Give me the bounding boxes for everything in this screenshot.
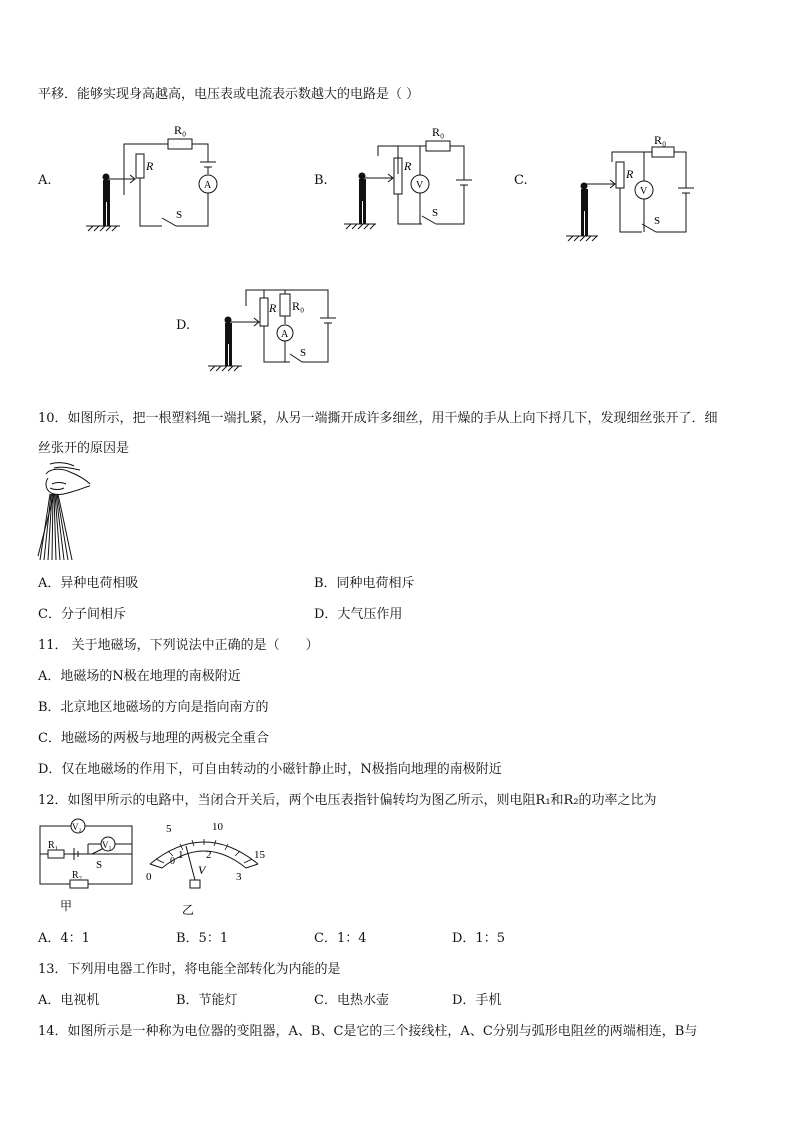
- q13-option-a: A．电视机: [38, 993, 100, 1008]
- switch-label: S: [300, 347, 307, 359]
- q11-option-c: C．地磁场的两极与地理的两极完全重合: [38, 731, 269, 746]
- q14-stem: 14．如图所示是一种称为电位器的变阻器，A、B、C是它的三个接线柱，A、C分别与弧形电阻丝的两端相连，B与: [38, 1024, 698, 1039]
- r-label: R: [146, 159, 154, 173]
- q9-circuit-c: [566, 132, 696, 242]
- q12-figure-jia: [36, 818, 136, 914]
- scale-bottom-3: 3: [236, 871, 242, 883]
- q9-stem-tail: 平移．能够实现身高越高，电压表或电流表示数越大的电路是（ ）: [38, 87, 420, 102]
- q9-circuit-b: [342, 124, 477, 234]
- scale-bottom-0: 0: [170, 856, 175, 867]
- q9-option-a-label: A.: [38, 173, 52, 188]
- q11-stem: 11． 关于地磁场，下列说法中正确的是（ ）: [38, 638, 319, 653]
- q13-option-b: B．节能灯: [176, 993, 238, 1008]
- q13-option-d: D．手机: [452, 993, 502, 1008]
- q12-figure-yi-voltmeter: [136, 818, 270, 918]
- r0-label: R₀: [654, 133, 667, 147]
- voltmeter-label: V: [416, 180, 424, 191]
- scale-top-5: 5: [166, 823, 172, 835]
- q12-option-b: B．5：1: [176, 931, 229, 946]
- q10-option-d: D．大气压作用: [314, 607, 403, 622]
- q9-circuit-a: [84, 120, 224, 232]
- r-label: R: [404, 159, 412, 173]
- r-label: R: [626, 167, 634, 181]
- scale-top-10: 10: [212, 821, 223, 833]
- q10-stem-line1: 10．如图所示，把一根塑料绳一端扎紧，从另一端撕开成许多细丝，用干燥的手从上向下捋几下，发现细丝张开了．细: [38, 411, 718, 426]
- q11-option-b: B．北京地区地磁场的方向是指向南方的: [38, 700, 269, 715]
- meter-v-label: V: [198, 863, 206, 877]
- q13-option-c: C．电热水壶: [314, 993, 389, 1008]
- q10-option-c: C．分子间相斥: [38, 607, 126, 622]
- r0-label: R₀: [292, 299, 305, 313]
- scale-top-15: 15: [254, 849, 265, 861]
- r1-label: R₁: [48, 840, 59, 851]
- figure-jia-caption: 甲: [60, 899, 73, 913]
- scale-zero-outer: 0: [146, 871, 152, 883]
- voltmeter-label: V: [640, 186, 648, 197]
- q12-stem: 12．如图甲所示的电路中，当闭合开关后，两个电压表指针偏转均为图乙所示，则电阻R₁和R₂的功率之比为: [38, 793, 657, 808]
- ammeter-label: A: [281, 329, 289, 340]
- q10-stem-line2: 丝张开的原因是: [38, 441, 130, 456]
- q9-option-d-label: D.: [176, 318, 191, 333]
- switch-label: S: [432, 207, 439, 219]
- q9-circuit-d: [206, 284, 336, 372]
- q11-option-d: D．仅在地磁场的作用下，可自由转动的小磁针静止时，N极指向地理的南极附近: [38, 762, 502, 777]
- r-label: R: [269, 301, 277, 315]
- q12-option-a: A．4：1: [38, 931, 90, 946]
- q12-option-c: C．1：4: [314, 931, 367, 946]
- v2-label: V₂: [72, 822, 82, 832]
- q11-option-a: A．地磁场的N极在地理的南极附近: [38, 669, 241, 684]
- q10-hand-strands-figure: [36, 460, 92, 562]
- q10-option-a: A．异种电荷相吸: [38, 576, 139, 591]
- v1-label: V₁: [102, 840, 112, 850]
- switch-label: S: [176, 209, 183, 221]
- switch-label: S: [654, 215, 661, 227]
- r0-label: R₀: [174, 123, 187, 137]
- q12-option-d: D．1：5: [452, 931, 505, 946]
- q13-stem: 13．下列用电器工作时，将电能全部转化为内能的是: [38, 962, 341, 977]
- q9-option-b-label: B.: [314, 173, 328, 188]
- r0-label: R₀: [432, 125, 445, 139]
- scale-bottom-1: 1: [178, 849, 184, 861]
- scale-bottom-2: 2: [206, 849, 212, 861]
- q10-option-b: B．同种电荷相斥: [314, 576, 415, 591]
- r2-label: R₂: [72, 870, 83, 881]
- ammeter-label: A: [204, 180, 212, 191]
- q9-option-c-label: C.: [514, 173, 528, 188]
- switch-label: S: [96, 859, 103, 871]
- figure-yi-caption: 乙: [182, 903, 195, 917]
